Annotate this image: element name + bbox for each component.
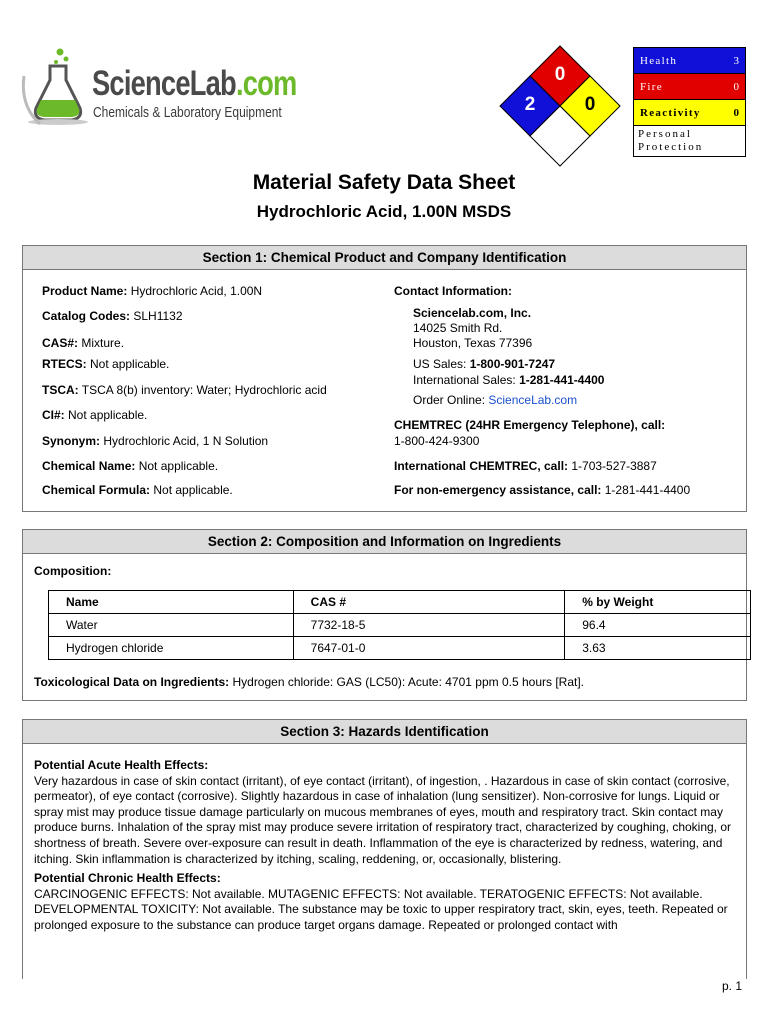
composition-label: Composition: (34, 564, 112, 578)
logo-wordmark: ScienceLab.com (92, 64, 297, 103)
nfpa-reactivity-rating: 0 (584, 94, 596, 115)
chemical-name-field: Chemical Name: Not applicable. (42, 459, 219, 473)
nfpa-fire-rating: 0 (554, 64, 566, 85)
nfpa-health-rating: 2 (524, 94, 536, 115)
ingredient-cas: 7647-01-0 (293, 637, 565, 660)
sciencelab-logo (20, 46, 310, 126)
acute-effects-heading: Potential Acute Health Effects: (34, 758, 209, 772)
hmis-fire-row: Fire 0 (634, 74, 745, 100)
order-online-link[interactable]: ScienceLab.com (488, 393, 578, 407)
chemtrec-phone: 1-800-424-9300 (394, 434, 480, 448)
catalog-codes-field: Catalog Codes: SLH1132 (42, 309, 183, 323)
page-number: p. 1 (722, 979, 743, 993)
hmis-protection-row: Personal Protection (634, 126, 745, 156)
ingredient-name: Water (49, 614, 294, 637)
tsca-field: TSCA: TSCA 8(b) inventory: Water; Hydrochloric acid (42, 383, 327, 397)
hmis-reactivity-row: Reactivity 0 (634, 100, 745, 126)
section-2 (22, 529, 747, 701)
logo-tagline: Chemicals & Laboratory Equipment (93, 104, 282, 121)
non-emergency-field: For non-emergency assistance, call: 1-281-441-4400 (394, 483, 691, 497)
hazards-body (34, 758, 746, 938)
column-header: % by Weight (565, 591, 751, 614)
chronic-effects-heading: Potential Chronic Health Effects: (34, 871, 221, 886)
table-header-row (49, 591, 751, 614)
ingredient-name: Hydrogen chloride (49, 637, 294, 660)
flask-icon (20, 46, 92, 126)
hmis-label (633, 47, 746, 157)
ingredient-weight: 3.63 (565, 637, 751, 660)
cas-field: CAS#: Mixture. (42, 336, 125, 350)
column-header: Name (49, 591, 294, 614)
table-row (49, 637, 751, 660)
document-title: Material Safety Data Sheet (252, 171, 516, 194)
contact-label: Contact Information: (394, 284, 512, 298)
column-header: CAS # (293, 591, 565, 614)
chemical-formula-field: Chemical Formula: Not applicable. (42, 483, 233, 497)
rtecs-field: RTECS: Not applicable. (42, 357, 170, 371)
product-name-field: Product Name: Hydrochloric Acid, 1.00N (42, 284, 263, 298)
street-address: 14025 Smith Rd. (413, 321, 503, 335)
intl-sales-phone: International Sales: 1-281-441-4400 (413, 373, 605, 387)
chemtrec-label: CHEMTREC (24HR Emergency Telephone), call: (394, 418, 666, 432)
company-name: Sciencelab.com, Inc. (413, 306, 532, 320)
acute-effects-text: Very hazardous in case of skin contact (irritant), of eye contact (irritant), of ingestion, . Hazardous in case of skin contact (corrosive, permeator), of eye contact (corrosive). Slightly hazardous in case of inhalation (lung sensitizer). Non-corrosive for lungs. Liquid or spray mist may produce tissue damage particularly on mucous membranes of eyes, mouth and respiratory tract. Skin contact may produce burns. Inhalation of the spray mist may produce severe irritation of respiratory tract, characterized by coughing, choking, or shortness of breath. Severe over-exposure can result in death. Inflammation of the eye is characterized by redness, watering, and itching. Skin inflammation is characterized by itching, scaling, reddening, or, occasionally, blistering. (34, 773, 732, 866)
us-sales-phone: US Sales: 1-800-901-7247 (413, 357, 556, 371)
composition-table (48, 590, 751, 660)
hmis-health-row: Health 3 (634, 48, 745, 74)
ci-field: CI#: Not applicable. (42, 408, 148, 422)
synonym-field: Synonym: Hydrochloric Acid, 1 N Solution (42, 434, 269, 448)
toxicological-data: Toxicological Data on Ingredients: Hydrogen chloride: GAS (LC50): Acute: 4701 ppm 0.5 hours [Rat]. (34, 675, 584, 689)
section-2-heading: Section 2: Composition and Information on Ingredients (23, 530, 746, 554)
section-1 (22, 245, 747, 512)
ingredient-weight: 96.4 (565, 614, 751, 637)
section-3 (22, 719, 747, 979)
intl-chemtrec-field: International CHEMTREC, call: 1-703-527-3887 (394, 459, 657, 473)
section-3-heading: Section 3: Hazards Identification (23, 720, 746, 744)
document-subtitle: Hydrochloric Acid, 1.00N MSDS (256, 202, 512, 221)
ingredient-cas: 7732-18-5 (293, 614, 565, 637)
chronic-effects-text: CARCINOGENIC EFFECTS: Not available. MUTAGENIC EFFECTS: Not available. TERATOGENIC EFFECTS: Not available. DEVELOPMENTAL TOXICITY: Not available. The substance may be toxic to upper respiratory tract, skin, eyes, teeth. Repeated or prolonged exposure to the substance can produce target organs damage. Repeated or prolonged contact with (34, 886, 728, 932)
table-row (49, 614, 751, 637)
nfpa-diamond (498, 44, 622, 168)
city-address: Houston, Texas 77396 (413, 336, 533, 350)
order-online: Order Online: ScienceLab.com (413, 393, 578, 407)
section-1-heading: Section 1: Chemical Product and Company Identification (23, 246, 746, 270)
